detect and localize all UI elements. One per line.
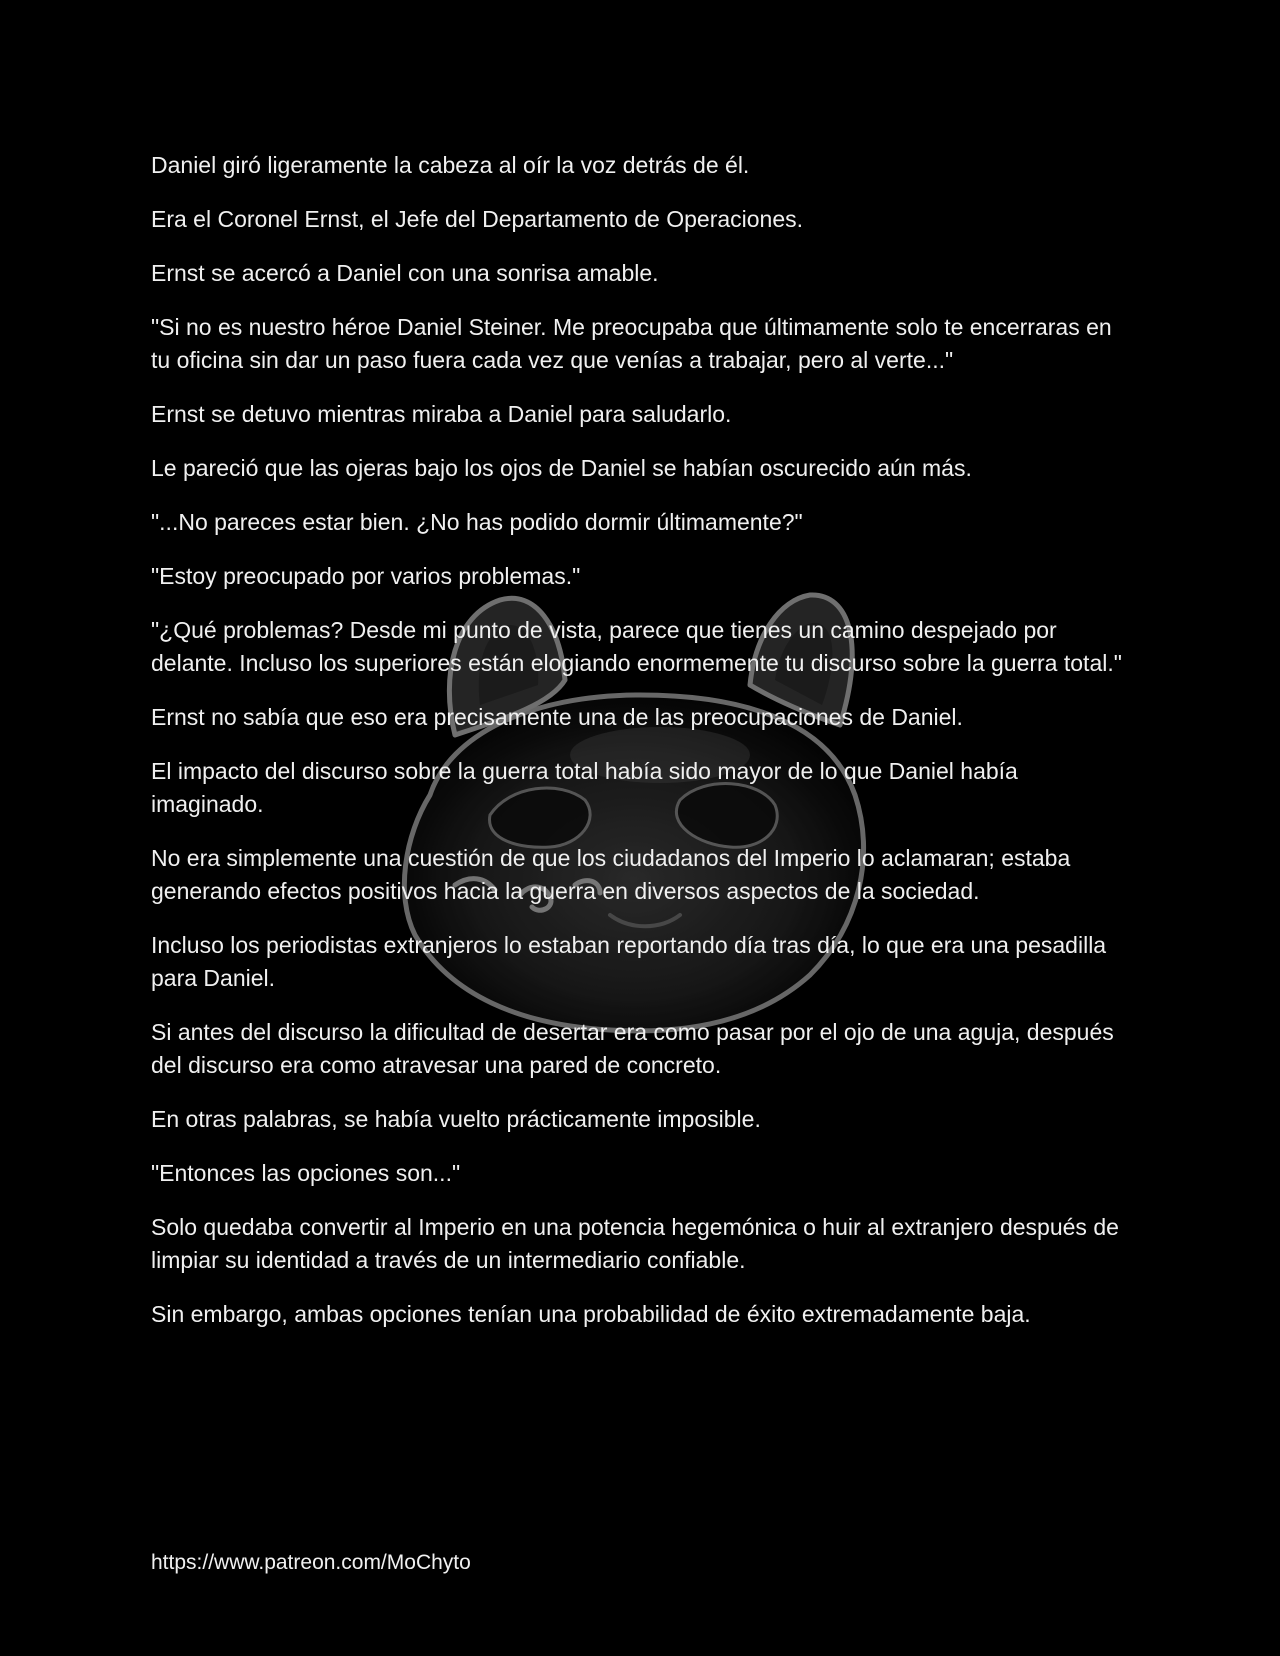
paragraph: Era el Coronel Ernst, el Jefe del Departamento de Operaciones. [151, 206, 804, 232]
paragraph: "Entonces las opciones son..." [151, 1160, 461, 1186]
patreon-link[interactable]: https://www.patreon.com/MoChyto [151, 1551, 471, 1574]
paragraph: "Si no es nuestro héroe Daniel Steiner. Me preocupaba que últimamente solo te encerraras en tu oficina sin dar un paso fuera cada vez que venías a trabajar, pero al verte..." [151, 314, 1112, 373]
paragraph: Si antes del discurso la dificultad de desertar era como pasar por el ojo de una aguja, después del discurso era como atravesar una pared de concreto. [151, 1019, 1114, 1078]
paragraph: Incluso los periodistas extranjeros lo estaban reportando día tras día, lo que era una pesadilla para Daniel. [151, 932, 1107, 991]
story-text [151, 149, 1131, 1352]
paragraph: "...No pareces estar bien. ¿No has podido dormir últimamente?" [151, 509, 803, 535]
paragraph: Ernst se acercó a Daniel con una sonrisa amable. [151, 260, 659, 286]
paragraph: Sin embargo, ambas opciones tenían una probabilidad de éxito extremadamente baja. [151, 1301, 1031, 1327]
paragraph: Le pareció que las ojeras bajo los ojos de Daniel se habían oscurecido aún más. [151, 455, 972, 481]
paragraph: Daniel giró ligeramente la cabeza al oír la voz detrás de él. [151, 152, 750, 178]
paragraph: Ernst no sabía que eso era precisamente una de las preocupaciones de Daniel. [151, 704, 963, 730]
paragraph: "¿Qué problemas? Desde mi punto de vista, parece que tienes un camino despejado por delante. Incluso los superiores están elogiando enormemente tu discurso sobre la guerra total." [151, 617, 1122, 676]
paragraph: El impacto del discurso sobre la guerra total había sido mayor de lo que Daniel había imaginado. [151, 758, 1018, 817]
paragraph: No era simplemente una cuestión de que los ciudadanos del Imperio lo aclamaran; estaba generando efectos positivos hacia la guerra en diversos aspectos de la sociedad. [151, 845, 1071, 904]
paragraph: "Estoy preocupado por varios problemas." [151, 563, 581, 589]
paragraph: Solo quedaba convertir al Imperio en una potencia hegemónica o huir al extranjero después de limpiar su identidad a través de un intermediario confiable. [151, 1214, 1119, 1273]
paragraph: En otras palabras, se había vuelto prácticamente imposible. [151, 1106, 761, 1132]
paragraph: Ernst se detuvo mientras miraba a Daniel para saludarlo. [151, 401, 732, 427]
